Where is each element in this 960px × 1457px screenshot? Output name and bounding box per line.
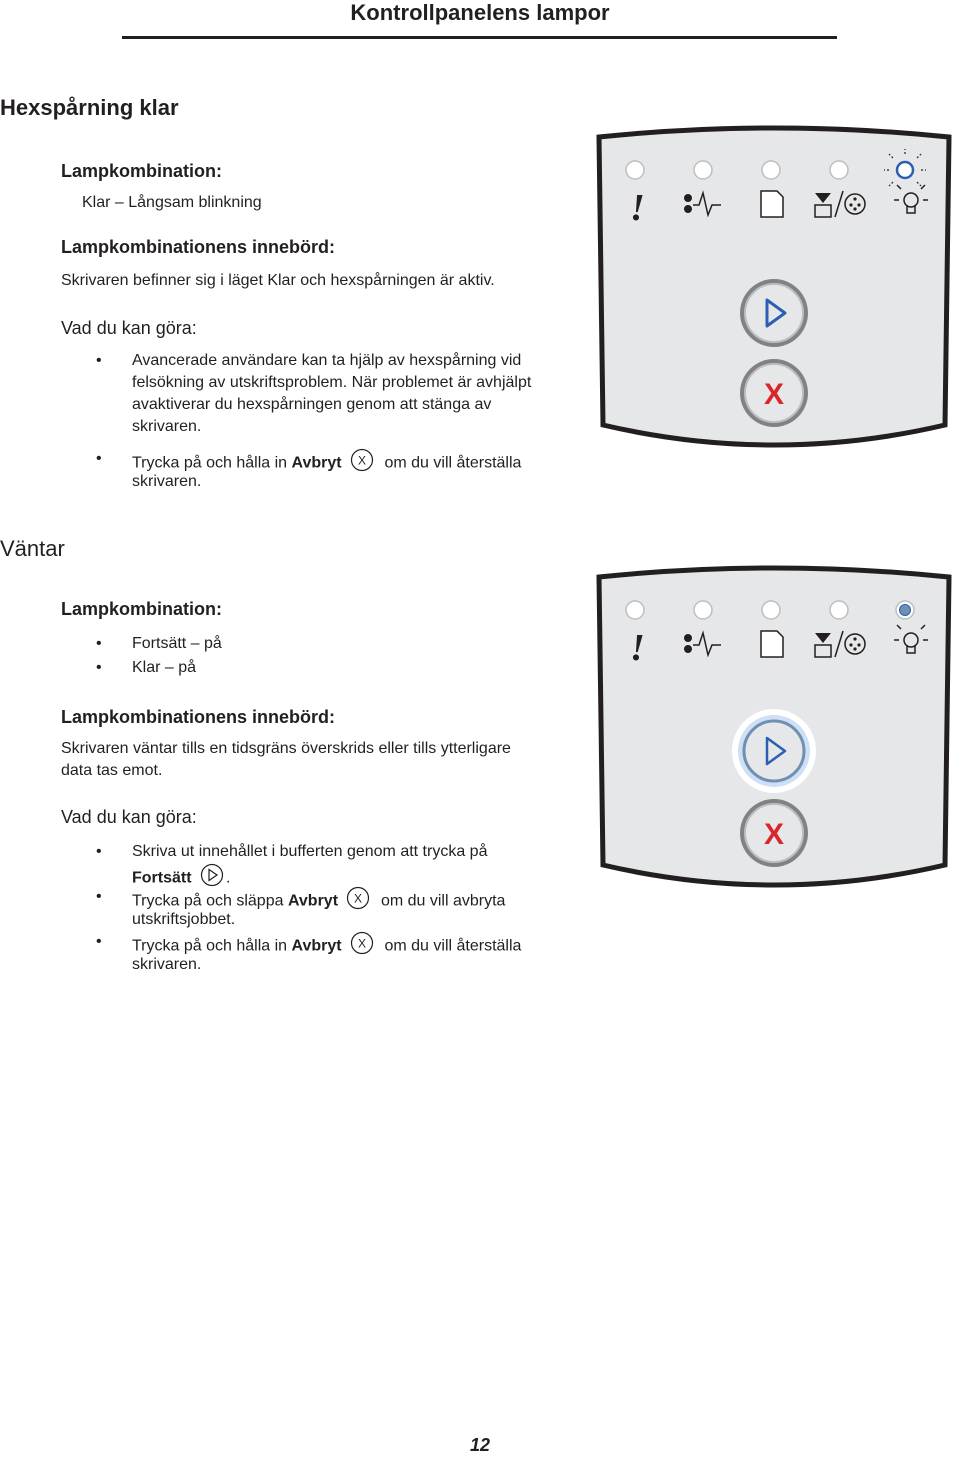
- bullet-text: skrivaren.: [132, 956, 202, 973]
- meaning-text: Skrivaren befinner sig i läget Klar och hexspårningen är aktiv.: [61, 272, 495, 289]
- load-paper-led: [762, 601, 780, 619]
- bullet-marker: •: [96, 933, 102, 950]
- bullet-text: skrivaren.: [132, 418, 202, 435]
- cancel-button: [740, 359, 808, 427]
- bullet-text-post: om du vill återställa: [384, 937, 522, 955]
- continue-button: [740, 279, 808, 347]
- bullet-text-pre: Trycka på och hålla in: [132, 454, 292, 472]
- bullet-text-post: om du vill återställa: [384, 454, 522, 472]
- bullet-text: Avancerade användare kan ta hjälp av hexspårning vid: [132, 352, 522, 369]
- bullet-marker: •: [96, 352, 102, 369]
- paper-jam-led: [694, 161, 712, 179]
- bullet-marker: •: [96, 843, 102, 860]
- control-panel-waiting: [593, 565, 955, 905]
- cancel-icon-glyph: X: [354, 891, 363, 906]
- cancel-button: [740, 799, 808, 867]
- bullet-text: avaktiverar du hexspårningen genom att stänga av: [132, 396, 492, 413]
- continue-button-lit: [732, 709, 816, 793]
- light-item-ready: Klar – på: [132, 659, 197, 676]
- cancel-icon: [350, 448, 374, 479]
- todo-heading: Vad du kan göra:: [61, 318, 197, 338]
- bullet-marker: •: [96, 659, 102, 676]
- section-title-waiting: Väntar: [0, 536, 65, 561]
- cancel-icon-glyph: X: [358, 936, 367, 951]
- cancel-label: Avbryt: [291, 937, 342, 955]
- page-number: 12: [469, 1435, 491, 1455]
- load-paper-icon: [761, 631, 783, 657]
- cancel-button-glyph: X: [763, 818, 785, 851]
- continue-label: Fortsätt: [132, 869, 192, 887]
- todo-heading: Vad du kan göra:: [61, 807, 197, 827]
- meaning-heading: Lampkombinationens innebörd:: [61, 237, 336, 257]
- cancel-icon: [350, 931, 374, 962]
- ready-led-on: [896, 601, 914, 619]
- error-led: [626, 161, 644, 179]
- control-panel-hex-trace: [593, 125, 955, 465]
- bullet-text-pre: Trycka på och släppa: [132, 892, 288, 910]
- bullet-text-post: om du vill avbryta: [380, 892, 506, 910]
- error-icon: !: [630, 187, 645, 229]
- toner-low-led: [830, 161, 848, 179]
- bullet-text: skrivaren.: [132, 473, 202, 490]
- load-paper-led: [762, 161, 780, 179]
- error-led: [626, 601, 644, 619]
- header-rule: [122, 36, 837, 39]
- light-item-continue: Fortsätt – på: [132, 635, 222, 652]
- meaning-text: data tas emot.: [61, 762, 163, 779]
- light-combo-value: Klar – Långsam blinkning: [82, 194, 262, 211]
- load-paper-icon: [761, 191, 783, 217]
- cancel-icon-glyph: X: [358, 453, 367, 468]
- cancel-button-glyph: X: [763, 378, 785, 411]
- meaning-text: Skrivaren väntar tills en tidsgräns överskrids eller tills ytterligare: [61, 740, 511, 757]
- cancel-label: Avbryt: [287, 892, 339, 910]
- error-icon: !: [630, 627, 645, 669]
- bullet-marker: •: [96, 888, 102, 905]
- bullet-text: Skriva ut innehållet i bufferten genom att trycka på: [132, 843, 488, 860]
- light-combo-heading: Lampkombination:: [61, 161, 222, 181]
- cancel-label: Avbryt: [291, 454, 342, 472]
- bullet-marker: •: [96, 635, 102, 652]
- bullet-text: utskriftsjobbet.: [132, 911, 236, 928]
- paper-jam-led: [694, 601, 712, 619]
- light-combo-heading: Lampkombination:: [61, 599, 222, 619]
- meaning-heading: Lampkombinationens innebörd:: [61, 707, 336, 727]
- bullet-text-end: .: [226, 869, 231, 887]
- bullet-text-pre: Trycka på och hålla in: [132, 937, 292, 955]
- toner-low-led: [830, 601, 848, 619]
- bullet-text: felsökning av utskriftsproblem. När problemet är avhjälpt: [132, 374, 532, 391]
- cancel-icon: [346, 886, 370, 917]
- section-title-hex-trace-ready: Hexspårning klar: [0, 95, 179, 120]
- bullet-marker: •: [96, 450, 102, 467]
- running-header: Kontrollpanelens lampor: [350, 0, 610, 25]
